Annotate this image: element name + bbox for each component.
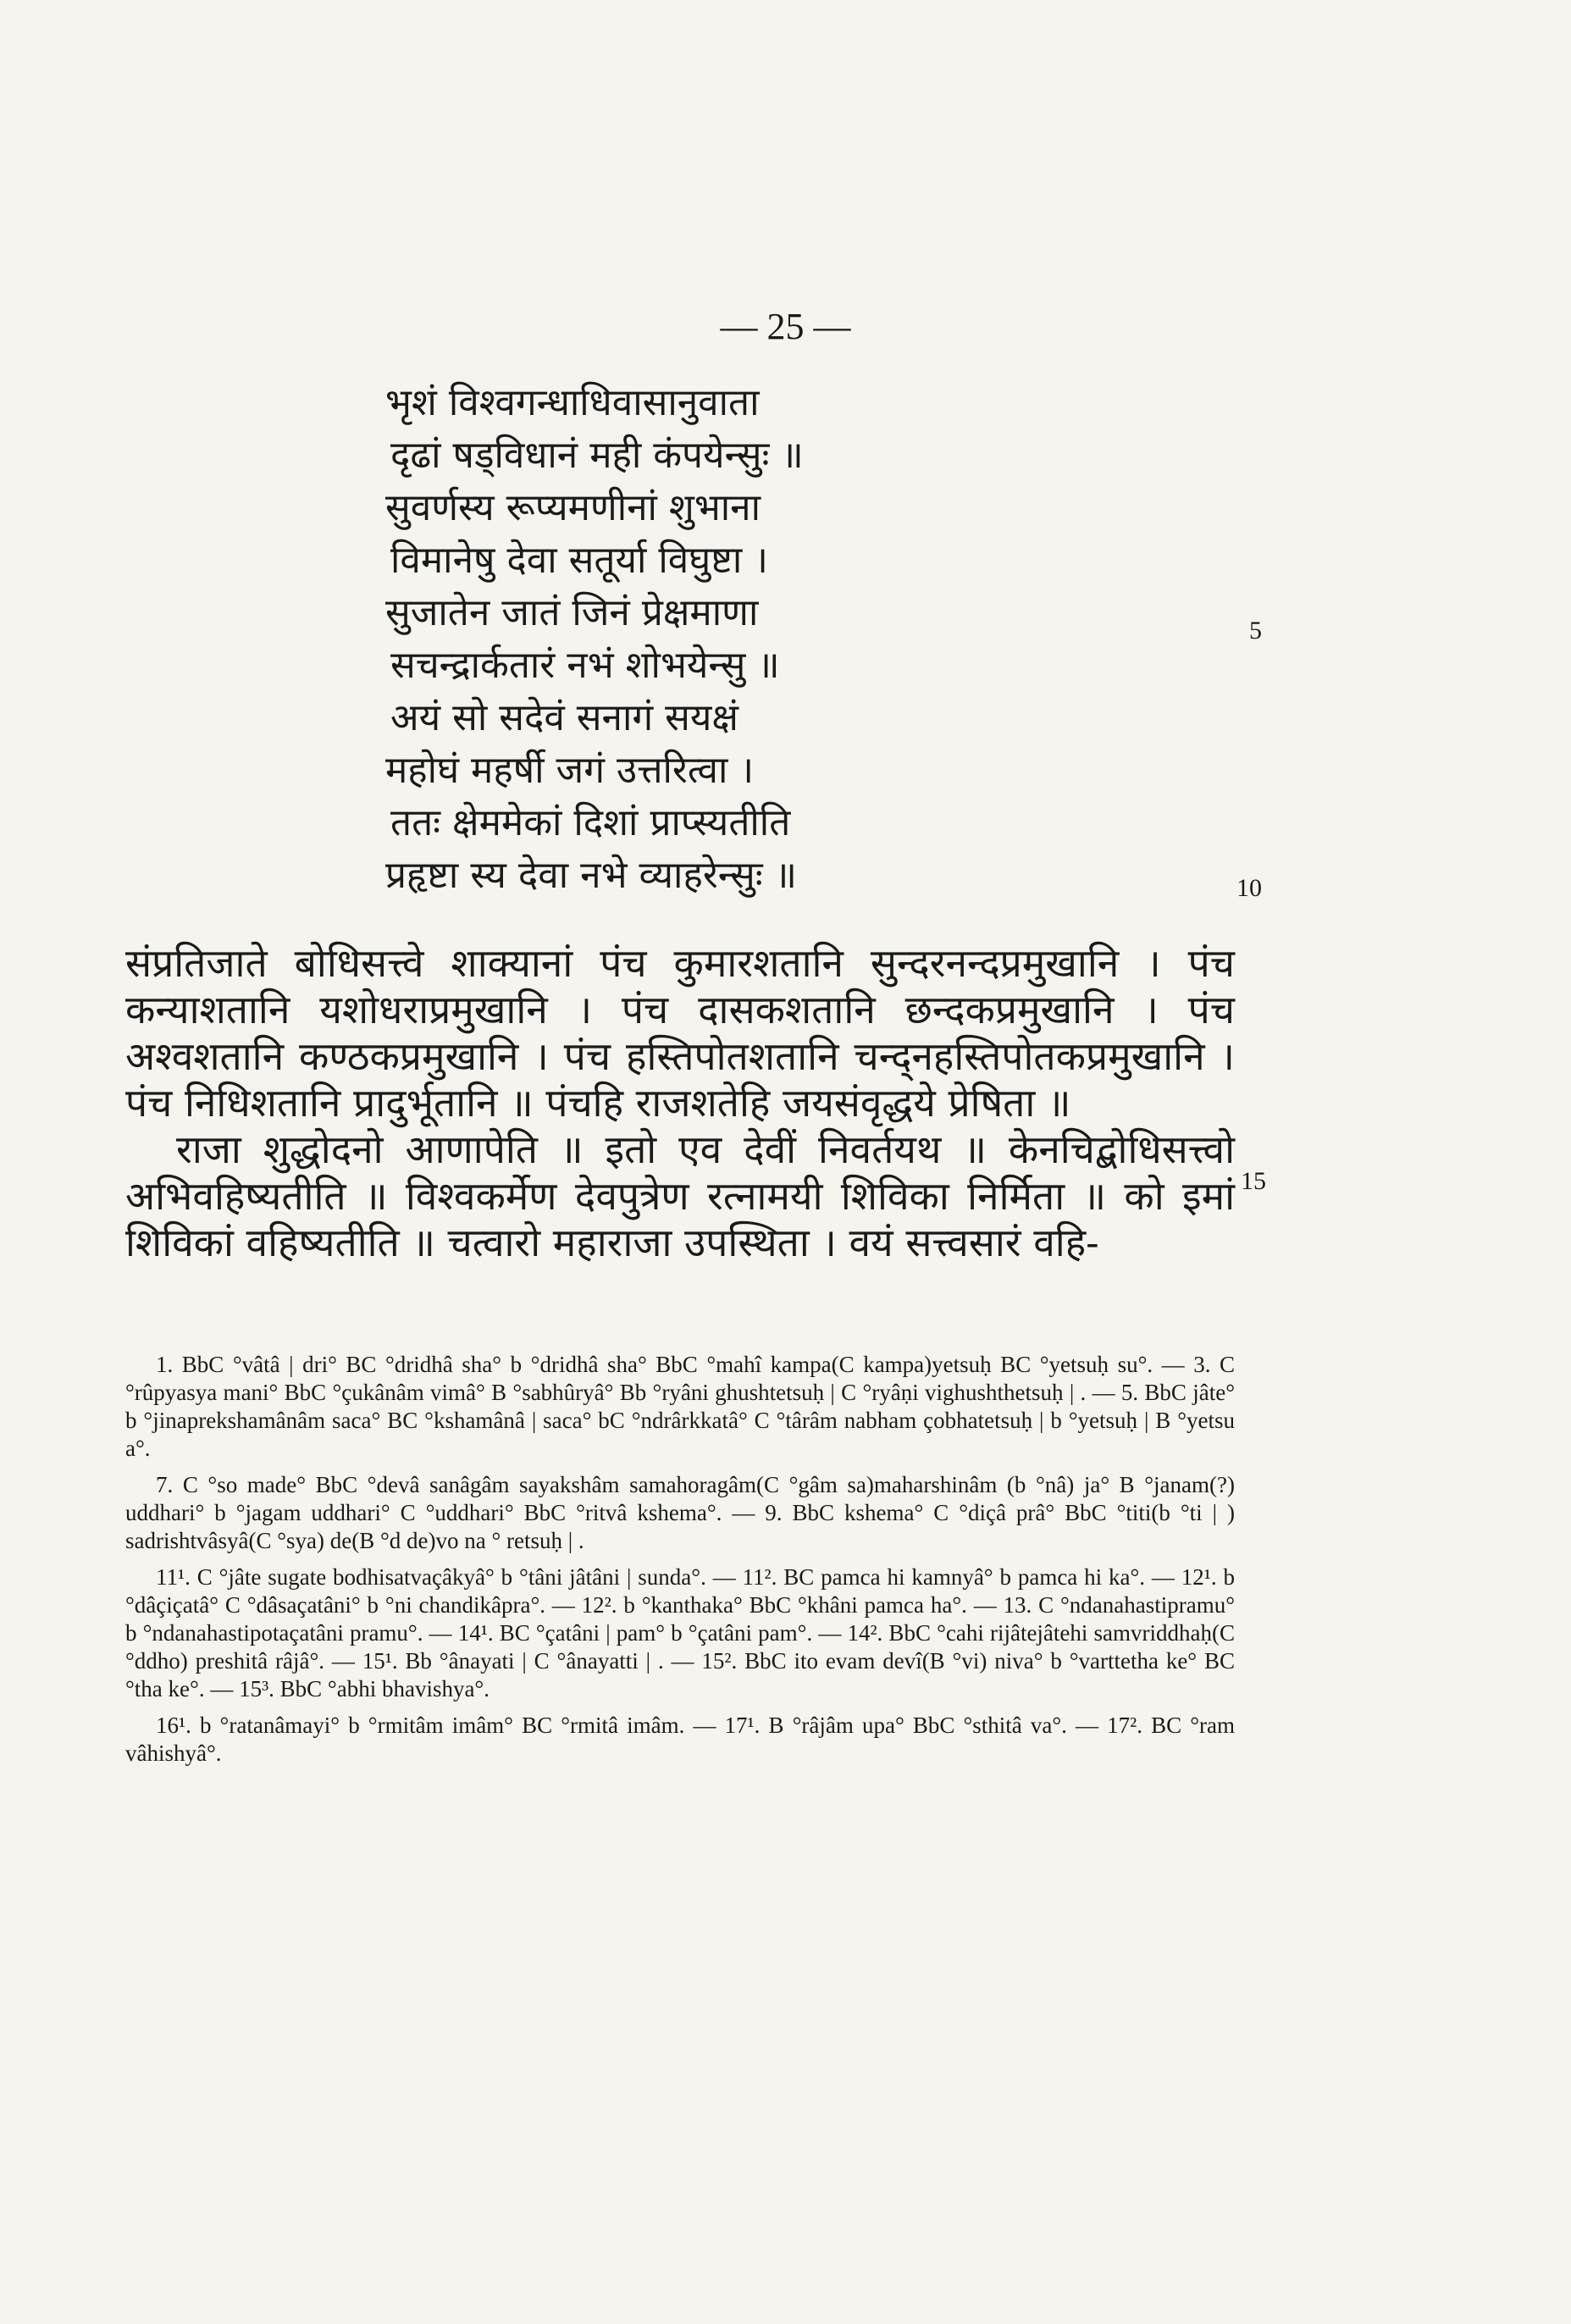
verse-line: सचन्द्रार्कतारं नभं शोभयेन्सु ॥	[390, 644, 780, 687]
verse-line: सुवर्णस्य रूप्यमणीनां शुभाना	[385, 486, 761, 529]
critical-apparatus	[125, 1351, 1235, 1776]
verse-line: ततः क्षेममेकां दिशां प्राप्स्यतीति	[390, 801, 791, 844]
footnote: 11¹. C °jâte sugate bodhisatvaçâkyâ° b °tâni jâtâni | sunda°. — 11². BC pamca hi kamnyâ° b pamca hi ka°. — 12¹. b °dâçiçatâ° C °dâsaçatâni° b °ni chandikâpra°. — 12². b °kanthaka° BbC °khâni pamca ha°. — 13. C °ndanahastipramu° b °ndanahastipotaçatâni pramu°. — 14¹. BC °çatâni | pam° b °çatâni pam°. — 14². BbC °cahi rijâtejâtehi samvriddhaḥ(C °ddho) preshitâ râjâ°. — 15¹. Bb °ânayati | C °ânayatti | . — 15². BbC ito evam devî(B °vi) niva° b °varttetha ke° BC °tha ke°. — 15³. BbC °abhi bhavishya°.	[125, 1564, 1235, 1702]
verse-line: प्रहृष्टा स्य देवा नभे व्याहरेन्सुः ॥	[385, 854, 797, 897]
prose-paragraph: संप्रतिजाते बोधिसत्त्वे शाक्यानां पंच कुमारशतानि सुन्दरनन्दप्रमुखानि । पंच कन्याशतानि यशोधराप्रमुखानि । पंच दासकशतानि छन्दकप्रमुखानि । पंच अश्वशतानि कण्ठकप्रमुखानि । पंच हस्तिपोतशतानि चन्द्नहस्तिपोतकप्रमुखानि । पंच निधिशतानि प्रादुर्भूतानि ॥ पंचहि राजशतेहि जयसंवृद्धये प्रेषिता ॥	[125, 940, 1235, 1126]
margin-line-number: 15	[1241, 1167, 1266, 1195]
verse-line: विमानेषु देवा सतूर्या विघुष्टा ।	[390, 539, 768, 582]
verse-line: महोघं महर्षी जगं उत्तरित्वा ।	[385, 749, 755, 792]
margin-line-number: 10	[1236, 874, 1262, 902]
footnote: 7. C °so made° BbC °devâ sanâgâm sayakshâm samahoragâm(C °gâm sa)maharshinâm (b °nâ) ja° B °janam(?) uddhari° b °jagam uddhari° C °uddhari° BbC °ritvâ kshema°. — 9. BbC kshema° C °diçâ prâ° BbC °titi(b °ti | ) sadrishtvâsyâ(C °sya) de(B °d de)vo na ° retsuḥ | .	[125, 1472, 1235, 1553]
margin-line-number: 5	[1249, 617, 1262, 645]
verse-line: भृशं विश्वगन्धाधिवासानुवाता	[385, 381, 760, 424]
prose-paragraph: राजा शुद्धोदनो आणापेति ॥ इतो एव देवीं निवर्तयथ ॥ केनचिद्बोधिसत्त्वो अभिवहिष्यतीति ॥ विश्वकर्मेण देवपुत्रेण रत्नामयी शिविका निर्मिता ॥ को इमां शिविकां वहिष्यतीति ॥ चत्वारो महाराजा उपस्थिता । वयं सत्त्वसारं वहि-	[125, 1126, 1235, 1265]
footnote: 1. BbC °vâtâ | dri° BC °dridhâ sha° b °dridhâ sha° BbC °mahî kampa(C kampa)yetsuḥ BC °yetsuḥ su°. — 3. C °rûpyasya mani° BbC °çukânâm vimâ° B °sabhûryâ° Bb °ryâni ghushtetsuḥ | C °ryâṇi vighushthetsuḥ | . — 5. BbC jâte° b °jinaprekshamânâm saca° BC °kshamânâ | saca° bC °ndrârkkatâ° C °târâm nabham çobhatetsuḥ | b °yetsuḥ | B °yetsu a°.	[125, 1352, 1235, 1461]
verse-block	[385, 377, 1232, 902]
verse-line: अयं सो सदेवं सनागं सयक्षं	[390, 696, 738, 739]
prose-block	[125, 940, 1235, 1266]
page-number: — 25 —	[720, 306, 851, 347]
verse-line: सुजातेन जातं जिनं प्रेक्षमाणा	[385, 591, 759, 634]
footnote: 16¹. b °ratanâmayi° b °rmitâm imâm° BC °rmitâ imâm. — 17¹. B °râjâm upa° BbC °sthitâ va°. — 17². BC °ram vâhishyâ°.	[125, 1713, 1235, 1766]
verse-line: दृढां षड्विधानं मही कंपयेन्सुः ॥	[390, 434, 804, 477]
